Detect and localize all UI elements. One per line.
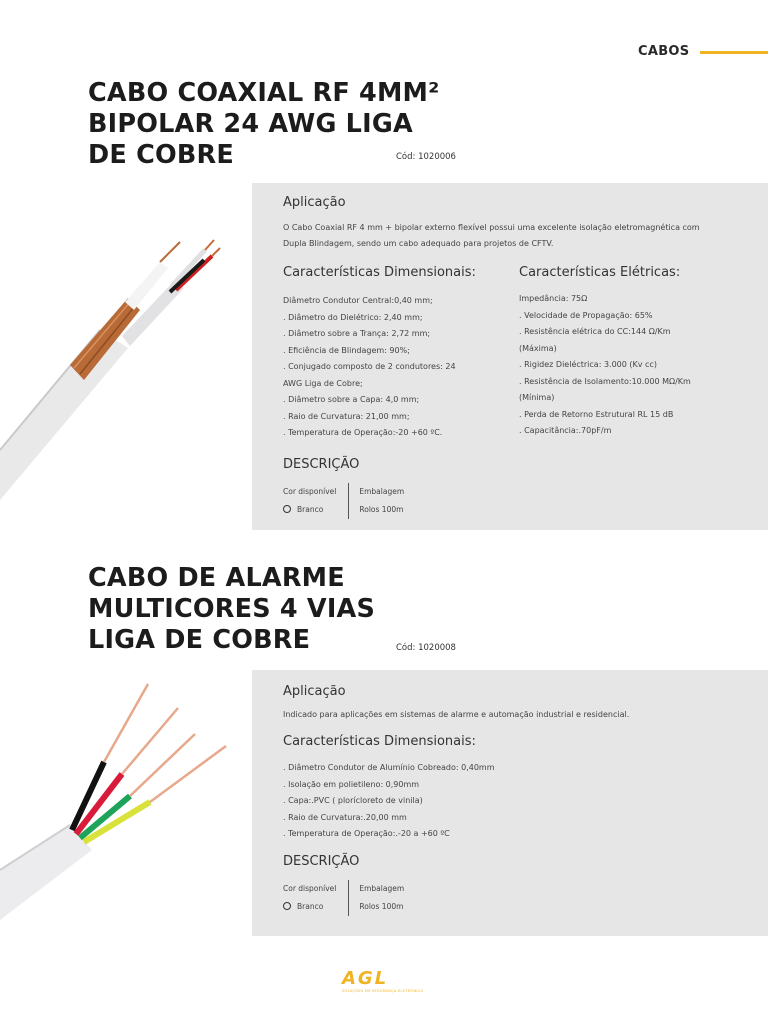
color-label: Cor disponível <box>283 884 337 893</box>
application-text: O Cabo Coaxial RF 4 mm + bipolar externo flexível possui uma excelente isolação eletromagnética com Dupla Blindagem, sendo um cabo adequado para projetos de CFTV. <box>283 223 700 248</box>
section-tag: CABOS <box>638 44 690 59</box>
title-line: LIGA DE COBRE <box>88 625 311 655</box>
list-item: . Temperatura de Operação:.-20 a +60 ºC <box>283 829 450 838</box>
title-line: DE COBRE <box>88 140 234 170</box>
application-text: Indicado para aplicações em sistemas de alarme e automação industrial e residencial. <box>283 710 630 719</box>
dimensional-heading: Características Dimensionais: <box>283 734 476 749</box>
product-title-alarm <box>88 563 375 656</box>
dimensional-list <box>283 760 495 843</box>
packaging-value: Rolos 100m <box>359 902 404 911</box>
list-item: . Diâmetro sobre a Capa: 4,0 mm; <box>283 395 420 404</box>
dimensional-list <box>283 293 456 442</box>
list-item: . Eficiência de Blindagem: 90%; <box>283 345 410 355</box>
product-code: Cód: 1020008 <box>396 643 456 653</box>
packaging-label: Embalagem <box>359 487 405 496</box>
list-item: . Conjugado composto de 2 condutores: 24 <box>283 362 456 371</box>
list-item: . Resistência de Isolamento:10.000 MΩ/Km <box>519 376 691 386</box>
list-item: . Velocidade de Propagação: 65% <box>519 310 653 320</box>
list-item: . Capa:.PVC ( plorícloreto de vinila) <box>283 796 423 805</box>
section-accent-line <box>700 51 768 54</box>
list-item: . Temperatura de Operação:-20 +60 ºC. <box>283 428 443 437</box>
color-swatch-white <box>283 505 291 513</box>
description-heading: DESCRIÇÃO <box>283 457 360 472</box>
list-item: (Máxima) <box>519 343 557 353</box>
list-item: . Diâmetro Condutor de Alumínio Cobreado: 0,40mm <box>283 763 495 772</box>
list-item: . Diâmetro do Dielétrico: 2,40 mm; <box>283 312 423 322</box>
list-item: . Rigidez Dieléctrica: 3.000 (Kv cc) <box>519 360 657 369</box>
title-line: BIPOLAR 24 AWG LIGA <box>88 109 413 139</box>
list-item: Impedância: 75Ω <box>519 294 588 303</box>
description-table <box>283 880 404 916</box>
product-specs-panel <box>252 183 768 530</box>
product-specs-panel <box>252 670 768 936</box>
list-item: . Diâmetro sobre a Trança: 2,72 mm; <box>283 329 431 338</box>
dimensional-heading: Características Dimensionais: <box>283 265 476 280</box>
product-code: Cód: 1020006 <box>396 152 456 162</box>
color-value: Branco <box>297 505 324 514</box>
electrical-list <box>519 291 691 440</box>
description-heading: DESCRIÇÃO <box>283 854 360 869</box>
color-value: Branco <box>297 902 324 911</box>
list-item: (Mínima) <box>519 393 555 402</box>
product-title-coaxial <box>88 78 440 171</box>
logo-text: AGL <box>342 968 389 989</box>
title-line: MULTICORES 4 VIAS <box>88 594 376 624</box>
list-item: Diâmetro Condutor Central:0,40 mm; <box>283 296 433 305</box>
application-heading: Aplicação <box>283 195 346 210</box>
list-item: . Perda de Retorno Estrutural RL 15 dB <box>519 409 674 419</box>
list-item: . Isolação em polietileno: 0,90mm <box>283 779 420 789</box>
title-line: CABO DE ALARME <box>88 563 345 593</box>
logo-tagline: SOLUÇÕES EM SEGURANÇA ELETRÔNICA <box>342 989 424 993</box>
electrical-heading: Características Elétricas: <box>519 265 681 280</box>
color-swatch-white <box>283 902 291 910</box>
list-item: . Raio de Curvatura: 21,00 mm; <box>283 411 410 421</box>
description-table <box>283 483 404 519</box>
alarm-cable-image <box>0 670 252 930</box>
coaxial-cable-image <box>0 220 252 500</box>
list-item: AWG Liga de Cobre; <box>283 378 363 388</box>
color-label: Cor disponível <box>283 487 337 496</box>
packaging-value: Rolos 100m <box>359 505 404 514</box>
title-line: CABO COAXIAL RF 4MM² <box>88 78 440 108</box>
packaging-label: Embalagem <box>359 884 405 893</box>
list-item: . Resistência elétrica do CC:144 Ω/Km <box>519 327 671 336</box>
agl-logo <box>342 968 423 993</box>
list-item: . Capacitância:.70pF/m <box>519 426 612 435</box>
list-item: . Raio de Curvatura:.20,00 mm <box>283 812 407 822</box>
application-heading: Aplicação <box>283 684 346 699</box>
